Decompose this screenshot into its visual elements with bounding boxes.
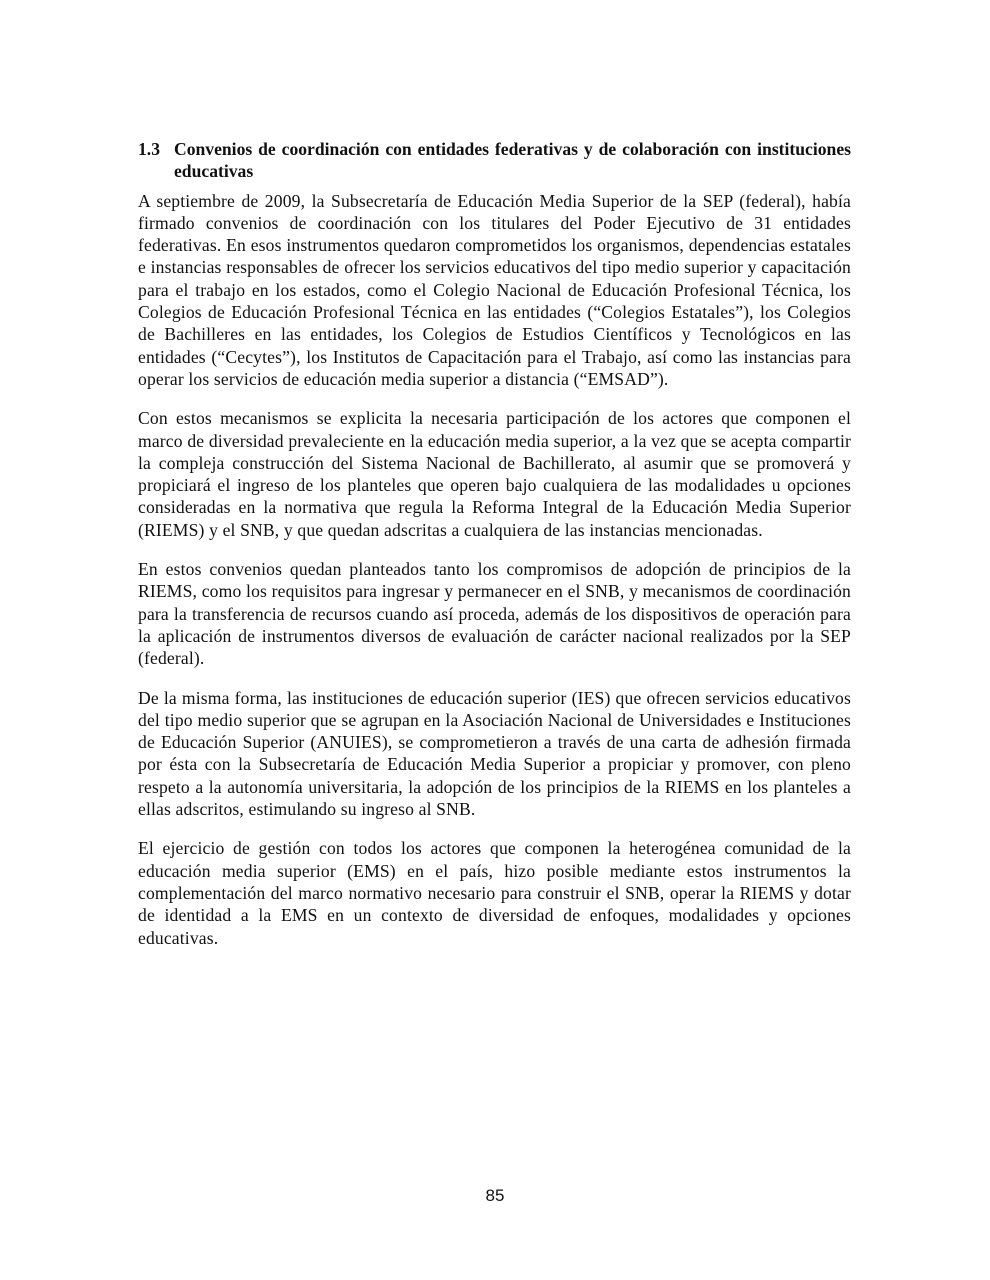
- paragraph-2: Con estos mecanismos se explicita la necesaria participación de los actores que componen el marco de diversidad prevaleciente en la educación media superior, a la vez que se acepta compartir la compleja construcción del Sistema Nacional de Bachillerato, al asumir que se promoverá y propiciará el ingreso de los planteles que operen bajo cualquiera de las modalidades u opciones consideradas en la normativa que regula la Reforma Integral de la Educación Media Superior (RIEMS) y el SNB, y que quedan adscritas a cualquiera de las instancias mencionadas.: [138, 408, 851, 540]
- page-number: 85: [485, 1186, 505, 1205]
- section-number: 1.3: [138, 139, 160, 159]
- paragraph-1: A septiembre de 2009, la Subsecretaría de Educación Media Superior de la SEP (federal), había firmado convenios de coordinación con los titulares del Poder Ejecutivo de 31 entidades federativas. En esos instrumentos quedaron comprometidos los organismos, dependencias estatales e instancias responsables de ofrecer los servicios educativos del tipo medio superior y capacitación para el trabajo en los estados, como el Colegio Nacional de Educación Profesional Técnica, los Colegios de Educación Profesional Técnica en las entidades (“Colegios Estatales”), los Colegios de Bachilleres en las entidades, los Colegios de Estudios Científicos y Tecnológicos en las entidades (“Cecytes”), los Institutos de Capacitación para el Trabajo, así como las instancias para operar los servicios de educación media superior a distancia (“EMSAD”).: [138, 190, 851, 389]
- paragraph-4: De la misma forma, las instituciones de educación superior (IES) que ofrecen servicios educativos del tipo medio superior que se agrupan en la Asociación Nacional de Universidades e Instituciones de Educación Superior (ANUIES), se comprometieron a través de una carta de adhesión firmada por ésta con la Subsecretaría de Educación Media Superior a propiciar y promover, con pleno respeto a la autonomía universitaria, la adopción de los principios de la RIEMS en los planteles a ellas adscritos, estimulando su ingreso al SNB.: [138, 687, 851, 820]
- paragraph-5: El ejercicio de gestión con todos los actores que componen la heterogénea comunidad de la educación media superior (EMS) en el país, hizo posible mediante estos instrumentos la complementación del marco normativo necesario para construir el SNB, operar la RIEMS y dotar de identidad a la EMS en un contexto de diversidad de enfoques, modalidades y opciones educativas.: [138, 838, 851, 948]
- paragraph-3: En estos convenios quedan planteados tanto los compromisos de adopción de principios de la RIEMS, como los requisitos para ingresar y permanecer en el SNB, y mecanismos de coordinación para la transferencia de recursos cuando así proceda, además de los dispositivos de operación para la aplicación de instrumentos diversos de evaluación de carácter nacional realizados por la SEP (federal).: [138, 559, 851, 669]
- section-heading: [138, 138, 851, 183]
- document-page: [138, 138, 851, 966]
- section-title: Convenios de coordinación con entidades federativas y de colaboración con instituciones educativas: [174, 139, 851, 182]
